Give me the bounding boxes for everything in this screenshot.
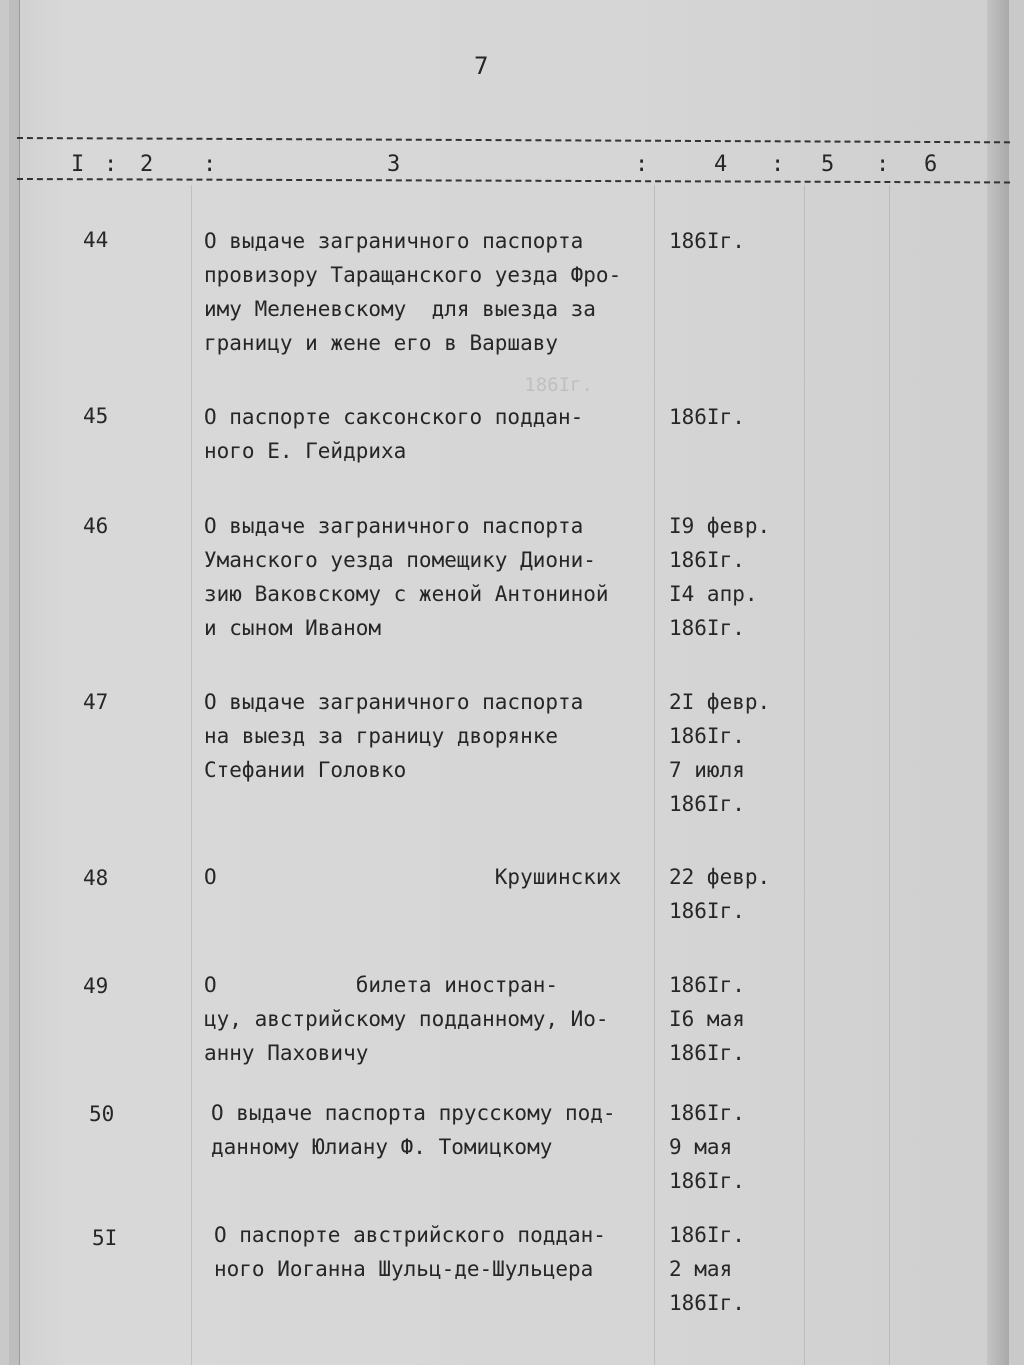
column-separator: : [876, 152, 890, 177]
entry-dates: 186Iг. I6 мая 186Iг. [669, 973, 745, 1065]
entry-description: О выдаче заграничного паспорта Уманского уезда помещику Диони- зию Ваковскому с женой Антониной и сыном Иваном [204, 514, 609, 640]
entry-description: О билета иностран- цу, австрийскому подданному, Ио- анну Паховичу [204, 973, 609, 1065]
column-header-1: I [71, 152, 85, 177]
entry-number: 47 [83, 690, 109, 714]
header-rule-bottom [17, 178, 1010, 183]
column-header-6: 6 [924, 152, 938, 177]
entry-number: 48 [83, 866, 109, 890]
column-header-2: 2 [140, 152, 154, 177]
entry-number: 5I [92, 1226, 118, 1250]
column-separator: : [771, 152, 785, 177]
column-guide [889, 185, 890, 1365]
entry-dates: I9 февр. 186Iг. I4 апр. 186Iг. [669, 514, 771, 640]
column-guide [804, 185, 805, 1365]
header-rule-top [17, 137, 1010, 143]
entry-description: О выдаче заграничного паспорта на выезд за границу дворянке Стефании Головко [204, 690, 584, 782]
column-guide [191, 185, 192, 1365]
column-separator: : [635, 152, 649, 177]
entry-number: 45 [83, 404, 109, 428]
entry-dates: 186Iг. 2 мая 186Iг. [669, 1223, 745, 1315]
entry-dates: 186Iг. [669, 229, 745, 253]
page-number: 7 [474, 52, 489, 80]
column-guide [654, 185, 655, 1365]
entry-description: О выдаче заграничного паспорта провизору Таращанского уезда Фро- иму Меленевскому для выезда за границу и жене его в Варшаву [204, 229, 622, 355]
entry-number: 50 [89, 1102, 115, 1126]
column-header-3: 3 [387, 152, 401, 177]
entry-dates: 22 февр. 186Iг. [669, 865, 771, 923]
document-page [9, 0, 1009, 1365]
entry-number: 49 [83, 974, 109, 998]
entry-number: 44 [83, 228, 109, 252]
entry-description: О Крушинских [204, 865, 622, 889]
entry-number: 46 [83, 514, 109, 538]
bleed-through-text: 186Iг. [204, 374, 593, 396]
column-header-5: 5 [821, 152, 835, 177]
entry-dates: 186Iг. [669, 405, 745, 429]
entry-description: О выдаче паспорта прусскому под- данному Юлиану Ф. Томицкому [211, 1101, 616, 1159]
column-separator: : [203, 152, 217, 177]
page-edge [987, 0, 1009, 1365]
entry-description: О паспорте саксонского поддан- ного Е. Гейдриха [204, 405, 584, 463]
entry-description: О паспорте австрийского поддан- ного Иоганна Шульц-де-Шульцера [214, 1223, 606, 1281]
column-header-4: 4 [714, 152, 728, 177]
binding-edge [9, 0, 20, 1365]
entry-dates: 2I февр. 186Iг. 7 июля 186Iг. [669, 690, 771, 816]
column-separator: : [104, 152, 118, 177]
entry-dates: 186Iг. 9 мая 186Iг. [669, 1101, 745, 1193]
